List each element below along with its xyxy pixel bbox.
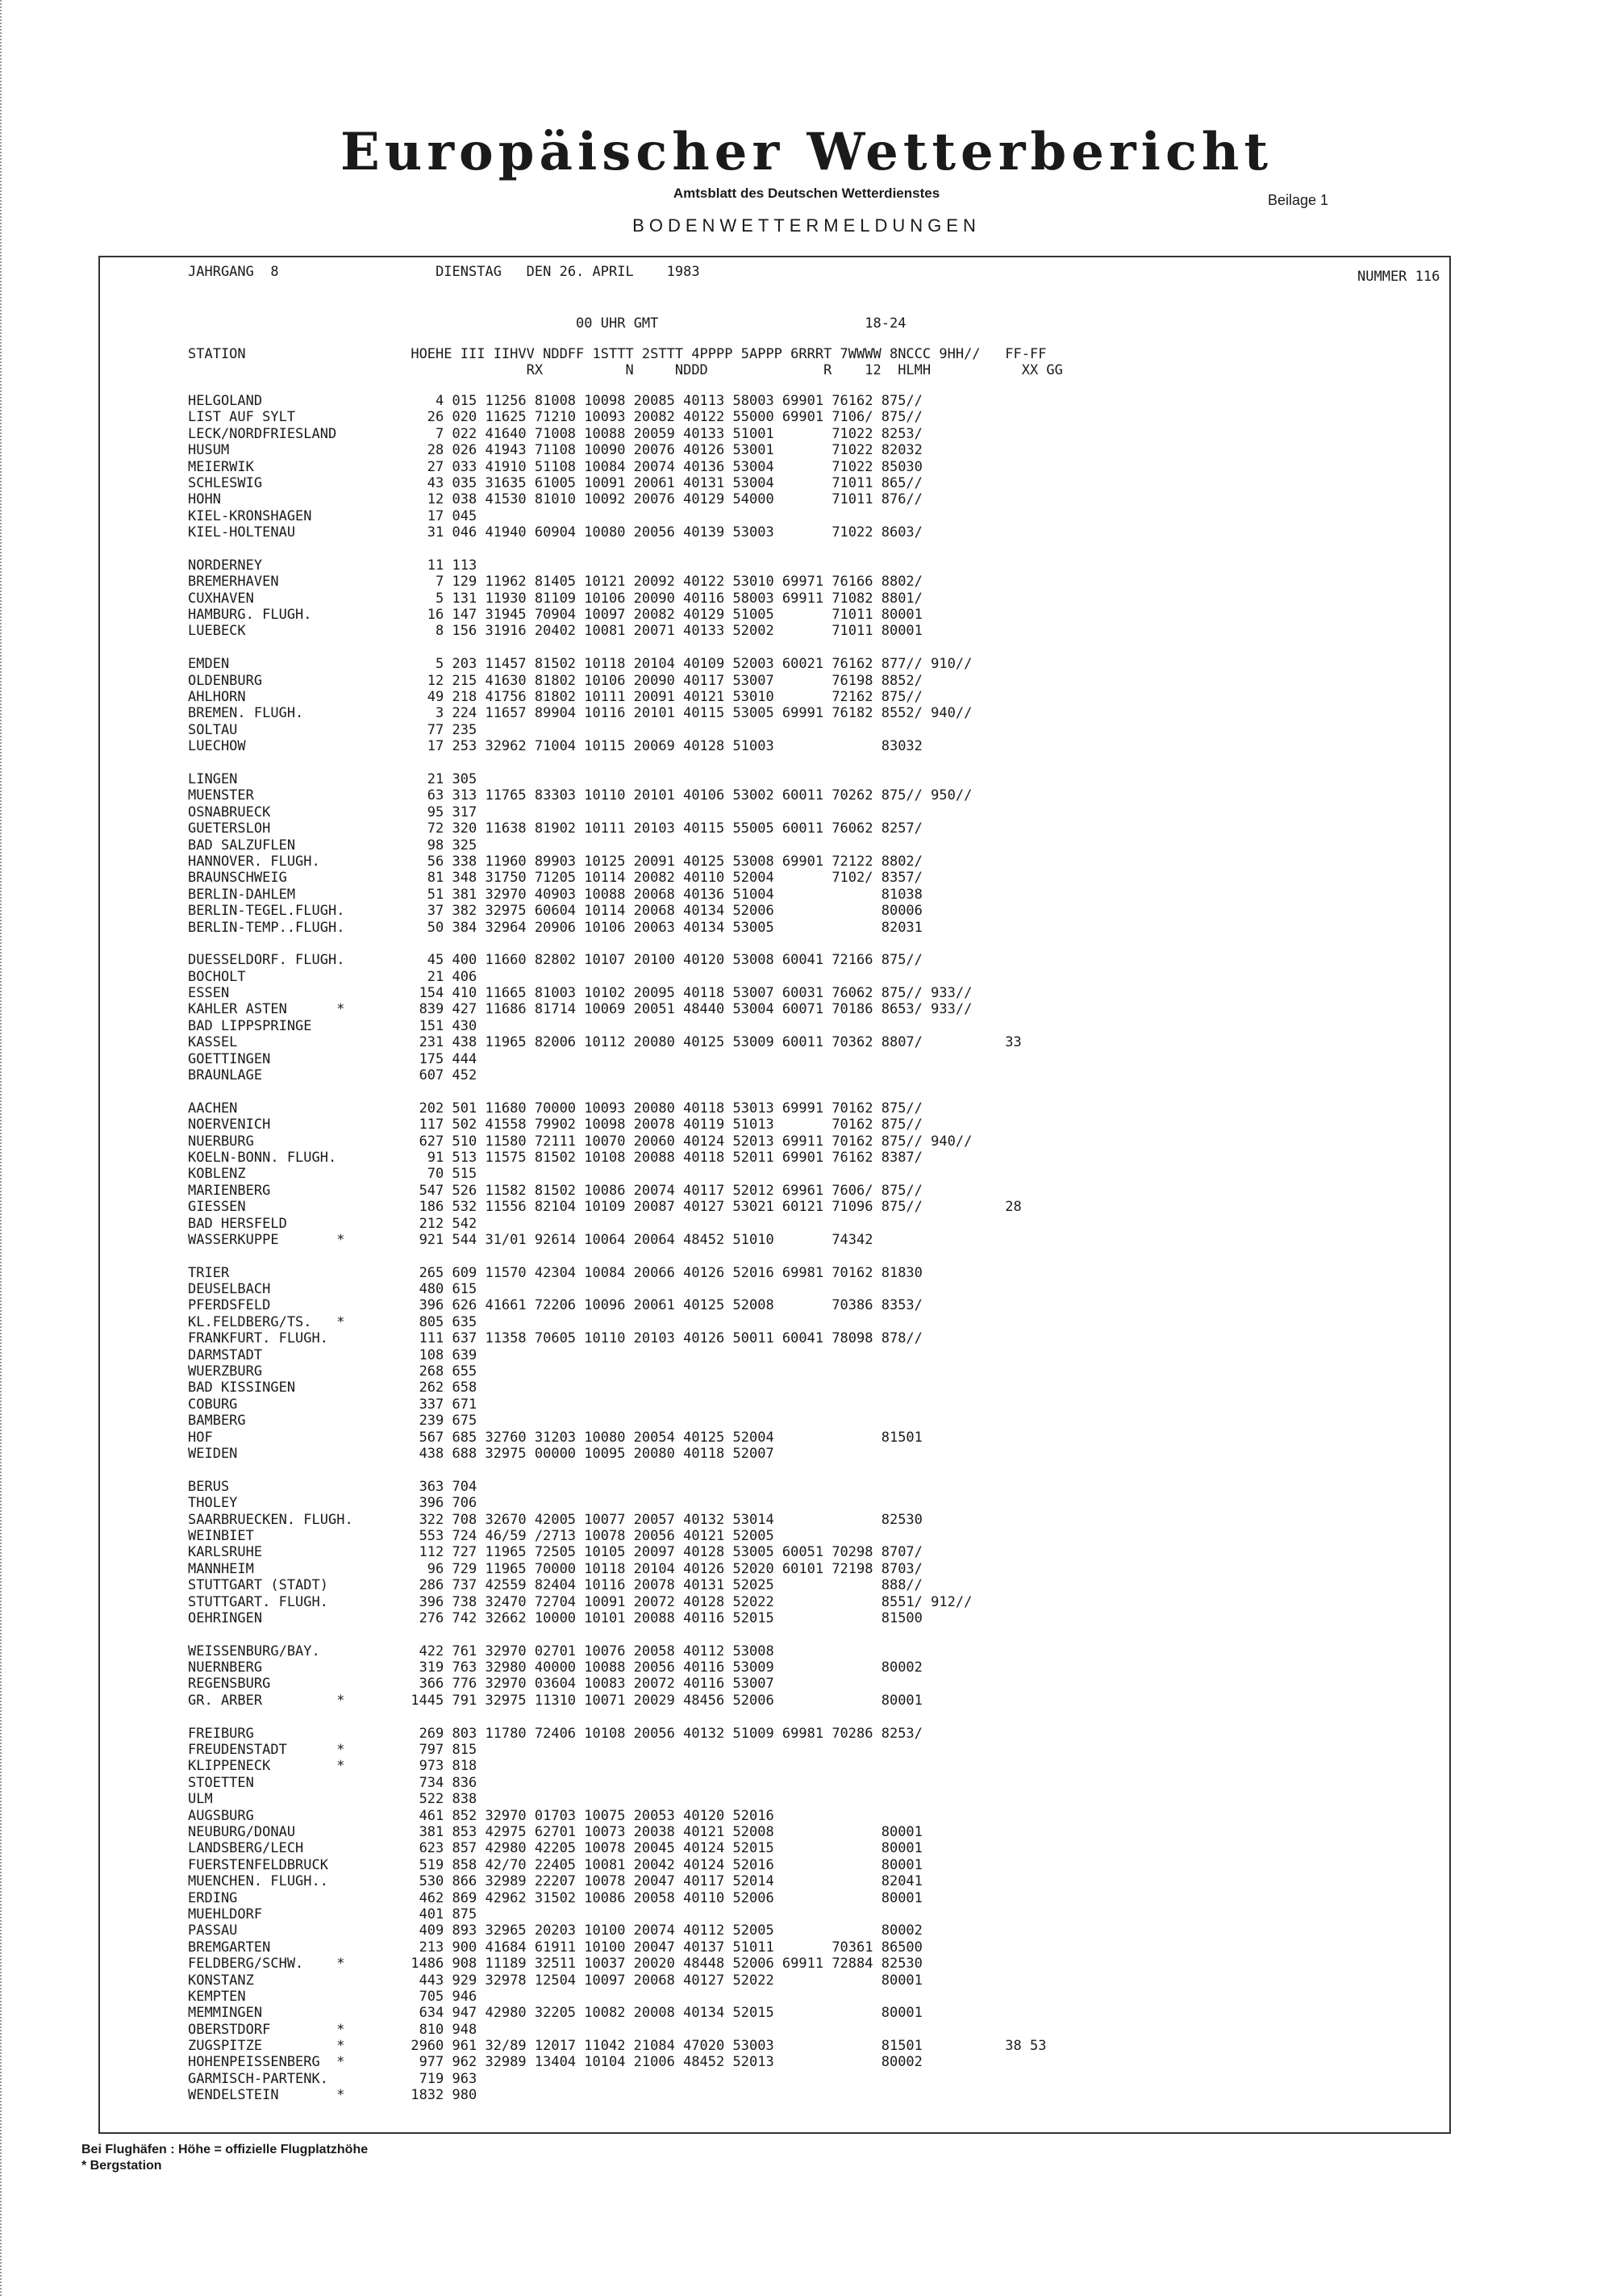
station-row: BREMERHAVEN 7 129 11962 81405 10121 20092 40122 53010 69971 76166 8802/ (188, 574, 923, 591)
station-row: PASSAU 409 893 32965 20203 10100 20074 40112 52005 80002 (188, 1922, 923, 1939)
station-row: HANNOVER. FLUGH. 56 338 11960 89903 10125 20091 40125 53008 69901 72122 8802/ (188, 853, 923, 870)
station-row: HAMBURG. FLUGH. 16 147 31945 70904 10097 20082 40129 51005 71011 80001 (188, 607, 923, 624)
station-row: ZUGSPITZE * 2960 961 32/89 12017 11042 21084 47020 53003 81501 38 53 (188, 2038, 1047, 2055)
footnote-airports: Bei Flughäfen : Höhe = offizielle Flugplatzhöhe (81, 2143, 369, 2156)
station-row: STOETTEN 734 836 (188, 1774, 477, 1791)
station-row: WASSERKUPPE * 921 544 31/01 92614 10064 20064 48452 51010 74342 (188, 1231, 873, 1248)
station-row: FREUDENSTADT * 797 815 (188, 1742, 477, 1759)
station-row: WENDELSTEIN * 1832 980 (188, 2087, 477, 2104)
station-row: KIEL-HOLTENAU 31 046 41940 60904 10080 20056 40139 53003 71022 8603/ (188, 524, 923, 541)
station-row: SAARBRUECKEN. FLUGH. 322 708 32670 42005 10077 20057 40132 53014 82530 (188, 1511, 923, 1528)
station-row: HOHENPEISSENBERG * 977 962 32989 13404 10104 21006 48452 52013 80002 (188, 2054, 923, 2071)
period-label: 18-24 (865, 315, 907, 332)
issue-number: NUMMER 116 (1357, 269, 1440, 285)
station-row: MEIERWIK 27 033 41910 51108 10084 20074 40136 53004 71022 85030 (188, 458, 923, 475)
station-row: BAD HERSFELD 212 542 (188, 1215, 477, 1232)
station-row: MUEHLDORF 401 875 (188, 1906, 477, 1922)
station-row: LIST AUF SYLT 26 020 11625 71210 10093 20082 40122 55000 69901 7106/ 875// (188, 409, 923, 426)
station-row: MANNHEIM 96 729 11965 70000 10118 20104 40126 52020 60101 72198 8703/ (188, 1560, 923, 1577)
station-row: DARMSTADT 108 639 (188, 1346, 477, 1363)
station-row: GR. ARBER * 1445 791 32975 11310 10071 20029 48456 52006 80001 (188, 1692, 923, 1709)
group-gap (188, 936, 1046, 952)
station-row: FUERSTENFELDBRUCK 519 858 42/70 22405 10081 20042 40124 52016 80001 (188, 1856, 923, 1873)
station-row: MEMMINGEN 634 947 42980 32205 10082 20008 40134 52015 80001 (188, 2005, 923, 2022)
station-row: REGENSBURG 366 776 32970 03604 10083 20072 40116 53007 (188, 1676, 774, 1693)
station-row: KONSTANZ 443 929 32978 12504 10097 20068 40127 52022 80001 (188, 1972, 923, 1989)
station-row: STUTTGART (STADT) 286 737 42559 82404 10116 20078 40131 52025 888// (188, 1577, 923, 1594)
station-row: MARIENBERG 547 526 11582 81502 10086 20074 40117 52012 69961 7606/ 875// (188, 1182, 923, 1199)
station-row: EMDEN 5 203 11457 81502 10118 20104 40109 52003 60021 76162 877// 910// (188, 656, 973, 673)
station-row: WEIDEN 438 688 32975 00000 10095 20080 40118 52007 (188, 1446, 774, 1462)
time-header (188, 315, 906, 332)
column-headers (188, 346, 1063, 379)
page-title: Europäischer Wetterbericht (340, 122, 1273, 182)
station-row: SOLTAU 77 235 (188, 721, 477, 738)
station-row: BREMGARTEN 213 900 41684 61911 10100 20047 40137 51011 70361 86500 (188, 1939, 923, 1956)
station-row: KLIPPENECK * 973 818 (188, 1758, 477, 1775)
station-row: HUSUM 28 026 41943 71108 10090 20076 40126 53001 71022 82032 (188, 442, 923, 459)
station-row: KEMPTEN 705 946 (188, 1988, 477, 2005)
station-row: LANDSBERG/LECH 623 857 42980 42205 10078 20045 40124 52015 80001 (188, 1840, 923, 1857)
station-row: WEISSENBURG/BAY. 422 761 32970 02701 10076 20058 40112 53008 (188, 1643, 774, 1659)
group-gap (188, 541, 1046, 557)
group-gap (188, 1462, 1046, 1478)
station-row: TRIER 265 609 11570 42304 10084 20066 40126 52016 69981 70162 81830 (188, 1264, 923, 1281)
group-gap (188, 1083, 1046, 1100)
station-row: OBERSTDORF * 810 948 (188, 2021, 477, 2038)
station-row: BAD LIPPSPRINGE 151 430 (188, 1017, 477, 1034)
footnote-mountain: * Bergstation (81, 2159, 162, 2173)
column-header-line-1: STATION HOEHE III IIHVV NDDFF 1STTT 2STTT 4PPPP 5APPP 6RRRT 7WWWW 8NCCC 9HH// FF-FF (188, 346, 1047, 362)
column-header-line-2: RX N NDDD R 12 HLMH XX GG (188, 362, 1063, 379)
section-heading: BODENWETTERMELDUNGEN (632, 215, 981, 236)
station-row: BERLIN-TEMP..FLUGH. 50 384 32964 20906 10106 20063 40134 53005 82031 (188, 919, 923, 936)
station-row: COBURG 337 671 (188, 1396, 477, 1413)
station-row: ESSEN 154 410 11665 81003 10102 20095 40118 53007 60031 76062 875// 933// (188, 985, 973, 1002)
issue-header (188, 264, 700, 280)
station-row: NEUBURG/DONAU 381 853 42975 62701 10073 20038 40121 52008 80001 (188, 1823, 923, 1840)
station-row: OSNABRUECK 95 317 (188, 804, 477, 820)
group-gap (188, 640, 1046, 656)
station-row: HOF 567 685 32760 31203 10080 20054 40125 52004 81501 (188, 1429, 923, 1446)
station-row: BAD SALZUFLEN 98 325 (188, 837, 477, 854)
issue-date: DIENSTAG DEN 26. APRIL 1983 (436, 264, 700, 280)
station-row: KAHLER ASTEN * 839 427 11686 81714 10069 20051 48440 53004 60071 70186 8653/ 933// (188, 1001, 973, 1018)
group-gap (188, 755, 1046, 771)
station-row: BRAUNLAGE 607 452 (188, 1067, 477, 1084)
station-row: HOHN 12 038 41530 81010 10092 20076 40129 54000 71011 876// (188, 491, 923, 508)
station-row: CUXHAVEN 5 131 11930 81109 10106 20090 40116 58003 69911 71082 8801/ (188, 590, 923, 607)
beilage-label: Beilage 1 (1268, 192, 1329, 208)
station-row: OEHRINGEN 276 742 32662 10000 10101 20088 40116 52015 81500 (188, 1609, 923, 1626)
station-row: NOERVENICH 117 502 41558 79902 10098 20078 40119 51013 70162 875// (188, 1117, 923, 1133)
station-row: PFERDSFELD 396 626 41661 72206 10096 20061 40125 52008 70386 8353/ (188, 1297, 923, 1314)
group-gap (188, 1709, 1046, 1725)
station-row: BRAUNSCHWEIG 81 348 31750 71205 10114 20082 40110 52004 7102/ 8357/ (188, 870, 923, 887)
station-row: LINGEN 21 305 (188, 770, 477, 787)
jahrgang: JAHRGANG 8 (188, 264, 279, 280)
station-row: NUERNBERG 319 763 32980 40000 10088 20056 40116 53009 80002 (188, 1659, 923, 1676)
station-row: MUENSTER 63 313 11765 83303 10110 20101 40106 53002 60011 70262 875// 950// (188, 787, 973, 804)
station-row: DEUSELBACH 480 615 (188, 1281, 477, 1298)
station-row: AACHEN 202 501 11680 70000 10093 20080 40118 53013 69991 70162 875// (188, 1100, 923, 1117)
station-row: BREMEN. FLUGH. 3 224 11657 89904 10116 20101 40115 53005 69991 76182 8552/ 940// (188, 705, 973, 722)
page-edge (0, 0, 6, 2296)
station-row: STUTTGART. FLUGH. 396 738 32470 72704 10091 20072 40128 52022 8551/ 912// (188, 1593, 973, 1610)
station-row: WEINBIET 553 724 46/59 /2713 10078 20056 40121 52005 (188, 1527, 774, 1544)
station-row: ERDING 462 869 42962 31502 10086 20058 40110 52006 80001 (188, 1889, 923, 1906)
station-row: LUECHOW 17 253 32962 71004 10115 20069 40128 51003 83032 (188, 738, 923, 755)
station-row: KOELN-BONN. FLUGH. 91 513 11575 81502 10108 20088 40118 52011 69901 76162 8387/ (188, 1149, 923, 1166)
station-row: BERUS 363 704 (188, 1478, 477, 1495)
station-row: OLDENBURG 12 215 41630 81802 10106 20090 40117 53007 76198 8852/ (188, 672, 923, 689)
station-row: NORDERNEY 11 113 (188, 557, 477, 574)
station-row: BAMBERG 239 675 (188, 1413, 477, 1430)
station-row: BAD KISSINGEN 262 658 (188, 1380, 477, 1396)
station-row: KL.FELDBERG/TS. * 805 635 (188, 1313, 477, 1330)
station-row: LECK/NORDFRIESLAND 7 022 41640 71008 10088 20059 40133 51001 71022 8253/ (188, 425, 923, 442)
station-row: KOBLENZ 70 515 (188, 1166, 477, 1183)
station-row: WUERZBURG 268 655 (188, 1363, 477, 1380)
page-subtitle: Amtsblatt des Deutschen Wetterdienstes (673, 186, 940, 201)
station-row: BOCHOLT 21 406 (188, 968, 477, 985)
station-row: KASSEL 231 438 11965 82006 10112 20080 40125 53009 60011 70362 8807/ 33 (188, 1034, 1022, 1051)
group-gap (188, 1248, 1046, 1264)
station-row: GOETTINGEN 175 444 (188, 1050, 477, 1067)
group-gap (188, 1626, 1046, 1643)
station-row: GIESSEN 186 532 11556 82104 10109 20087 40127 53021 60121 71096 875// 28 (188, 1199, 1022, 1216)
station-row: FREIBURG 269 803 11780 72406 10108 20056 40132 51009 69981 70286 8253/ (188, 1725, 923, 1742)
station-row: HELGOLAND 4 015 11256 81008 10098 20085 40113 58003 69901 76162 875// (188, 393, 923, 409)
station-row: MUENCHEN. FLUGH.. 530 866 32989 22207 10078 20047 40117 52014 82041 (188, 1873, 923, 1890)
station-row: ULM 522 838 (188, 1791, 477, 1808)
station-row: FELDBERG/SCHW. * 1486 908 11189 32511 10037 20020 48448 52006 69911 72884 82530 (188, 1956, 923, 1972)
observation-time: 00 UHR GMT (576, 315, 659, 332)
station-row: NUERBURG 627 510 11580 72111 10070 20060 40124 52013 69911 70162 875// 940// (188, 1133, 973, 1150)
station-row: KIEL-KRONSHAGEN 17 045 (188, 507, 477, 524)
masthead (0, 121, 1613, 237)
station-row: FRANKFURT. FLUGH. 111 637 11358 70605 10110 20103 40126 50011 60041 78098 878// (188, 1330, 923, 1347)
station-table (188, 393, 1046, 2104)
station-row: GUETERSLOH 72 320 11638 81902 10111 20103 40115 55005 60011 76062 8257/ (188, 820, 923, 837)
station-row: BERLIN-TEGEL.FLUGH. 37 382 32975 60604 10114 20068 40134 52006 80006 (188, 903, 923, 920)
station-row: AHLHORN 49 218 41756 81802 10111 20091 40121 53010 72162 875// (188, 689, 923, 706)
station-row: BERLIN-DAHLEM 51 381 32970 40903 10088 20068 40136 51004 81038 (188, 886, 923, 903)
station-row: GARMISCH-PARTENK. 719 963 (188, 2070, 477, 2087)
station-row: DUESSELDORF. FLUGH. 45 400 11660 82802 10107 20100 40120 53008 60041 72166 875// (188, 952, 923, 969)
station-row: SCHLESWIG 43 035 31635 61005 10091 20061 40131 53004 71011 865// (188, 474, 923, 491)
footnotes (81, 2142, 368, 2174)
station-row: AUGSBURG 461 852 32970 01703 10075 20053 40120 52016 (188, 1807, 774, 1824)
station-row: THOLEY 396 706 (188, 1495, 477, 1512)
station-row: LUEBECK 8 156 31916 20402 10081 20071 40133 52002 71011 80001 (188, 623, 923, 640)
station-row: KARLSRUHE 112 727 11965 72505 10105 20097 40128 53005 60051 70298 8707/ (188, 1544, 923, 1561)
